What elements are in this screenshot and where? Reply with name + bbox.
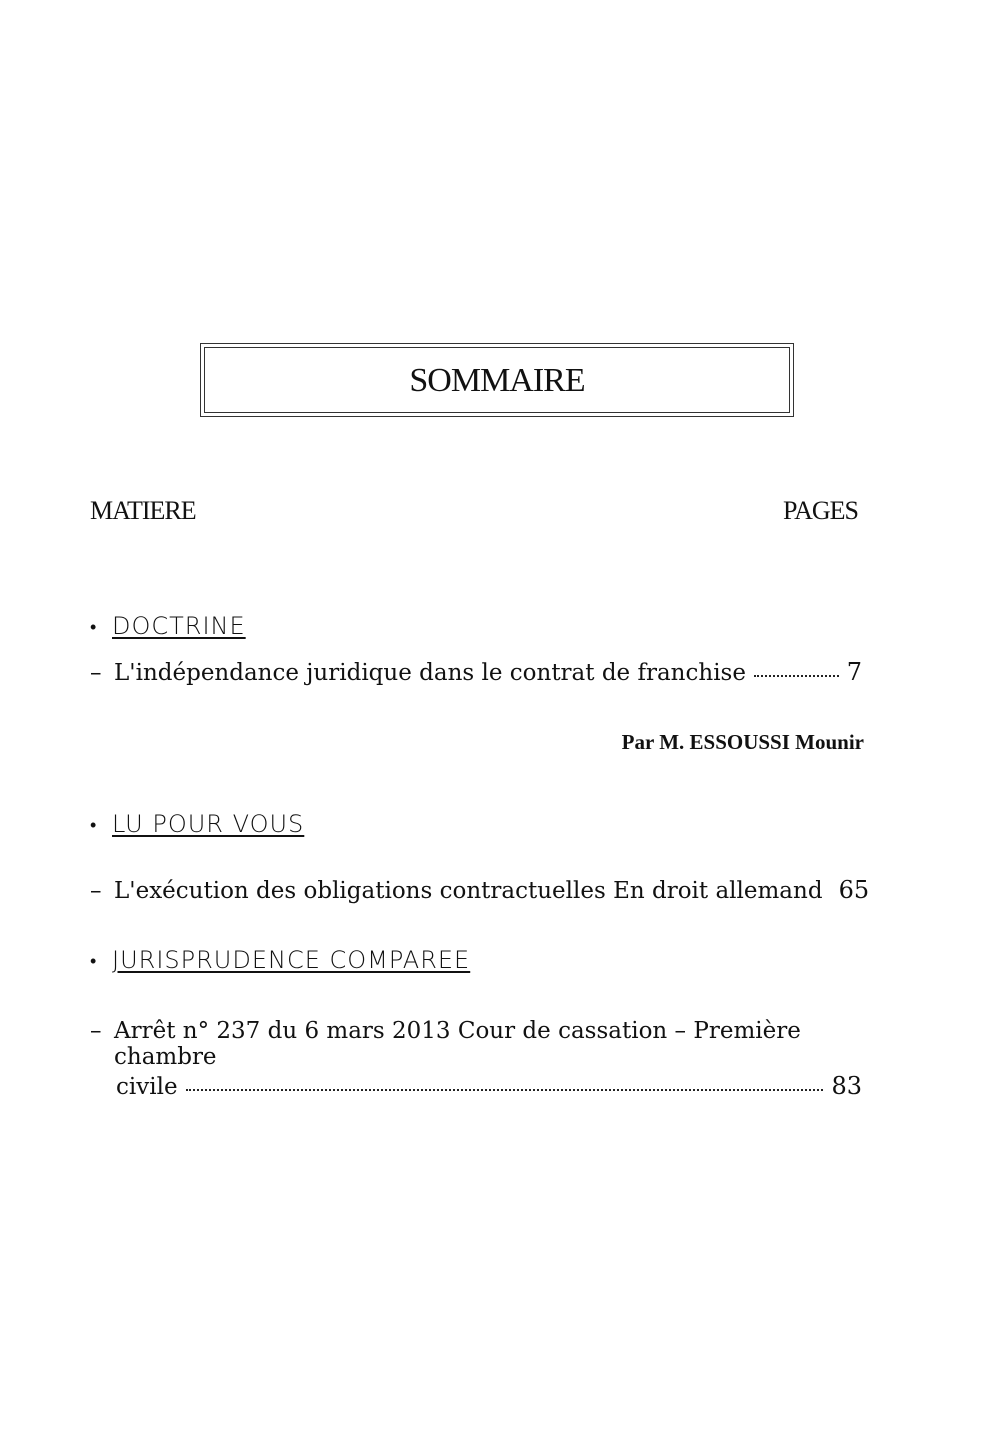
section-label: DOCTRINE [112, 612, 246, 640]
section-heading-lu-pour-vous [90, 810, 304, 838]
dot-leader [754, 675, 839, 677]
page-title: SOMMAIRE [409, 362, 585, 399]
entry-title: L'indépendance juridique dans le contrat de franchise [114, 660, 746, 686]
toc-entry [90, 1018, 862, 1100]
entry-title-line-2: civile [116, 1074, 178, 1100]
toc-entry [90, 876, 870, 904]
entry-page: 83 [831, 1072, 862, 1100]
section-heading-jurisprudence-comparee [90, 946, 470, 974]
entry-dash: – [90, 660, 102, 686]
column-header-matiere: MATIERE [90, 496, 196, 525]
section-heading-doctrine [90, 612, 246, 640]
entry-page: 65 [838, 876, 870, 904]
entry-title-line-1: Arrêt n° 237 du 6 mars 2013 Cour de cassation – Première chambre [114, 1018, 801, 1070]
entry-dash: – [90, 878, 102, 904]
column-header-pages: PAGES [783, 496, 858, 525]
bullet-icon: • [90, 950, 97, 972]
toc-entry [90, 658, 862, 686]
dot-leader [186, 1089, 824, 1091]
entry-line-2 [90, 1072, 862, 1100]
entry-page: 7 [846, 658, 862, 686]
entry-dash: – [90, 1018, 102, 1044]
section-label: JURISPRUDENCE COMPAREE [112, 946, 471, 974]
entry-line-1 [90, 1018, 862, 1070]
bullet-icon: • [90, 814, 97, 836]
entry-title: L'exécution des obligations contractuelles En droit allemand [114, 878, 823, 904]
section-label: LU POUR VOUS [112, 810, 305, 838]
bullet-icon: • [90, 616, 97, 638]
title-box [200, 343, 794, 417]
entry-author: Par M. ESSOUSSI Mounir [621, 730, 864, 754]
